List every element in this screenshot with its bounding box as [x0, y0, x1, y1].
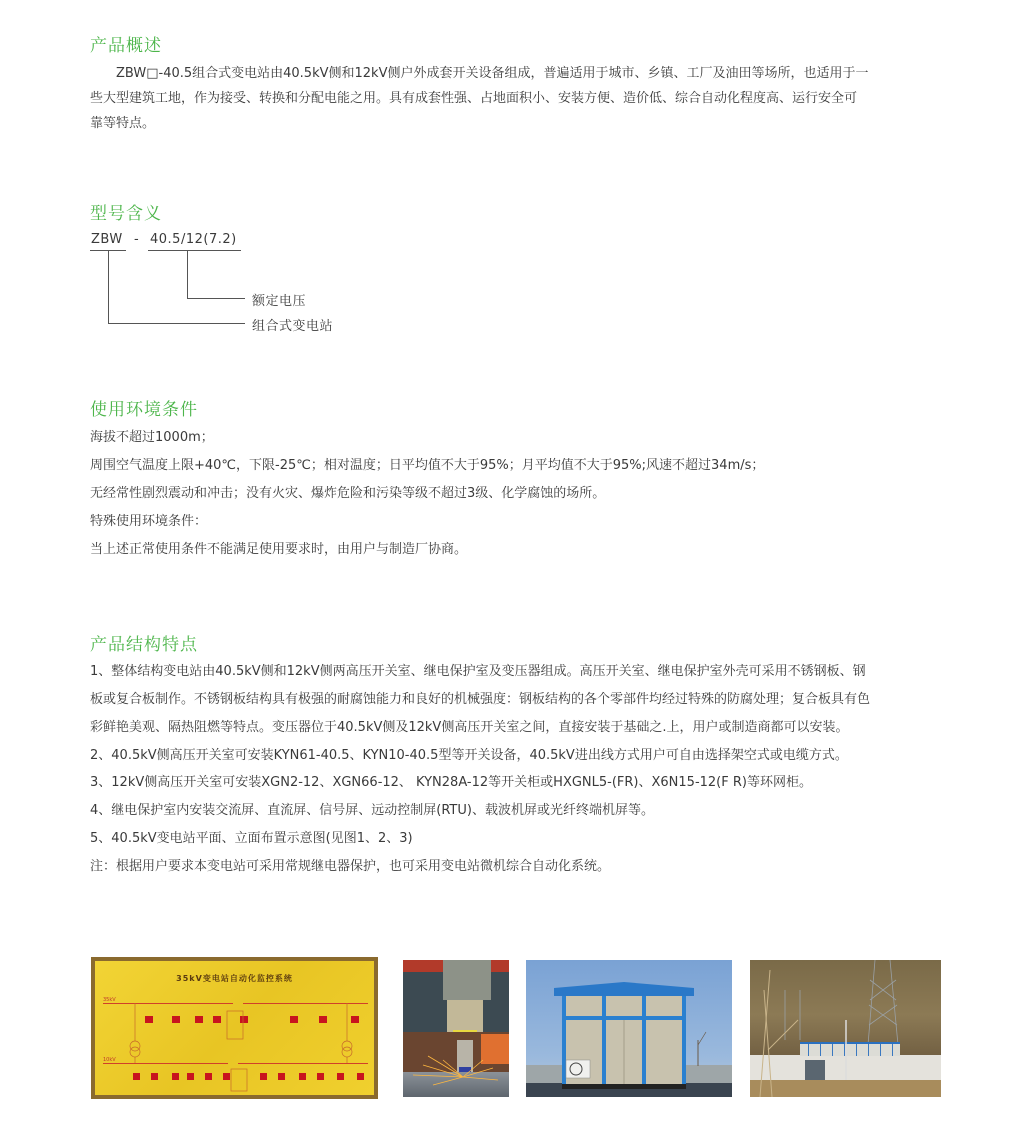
branch-type-vertical — [108, 250, 109, 323]
panel-bus-top-label: 35kV — [103, 997, 116, 1003]
env-line-3: 无经常性剧烈震动和冲击；没有火灾、爆炸危险和污染等级不超过3级、化学腐蚀的场所。 — [90, 486, 606, 501]
panel-title: 35kV变电站自动化监控系统 — [176, 974, 293, 983]
structure-line-3: 彩鲜艳美观、隔热阻燃等特点。变压器位于40.5kV侧及12kV侧高压开关室之间，直接安装于基础之.上，用户或制造商都可以安装。 — [90, 720, 849, 735]
section-title-structure: 产品结构特点 — [90, 635, 198, 655]
photo-substation-building — [526, 960, 732, 1097]
structure-line-7: 5、40.5kV变电站平面、立面布置示意图(见图1、2、3) — [90, 831, 413, 846]
label-combined-substation: 组合式变电站 — [252, 319, 334, 334]
section-title-environment: 使用环境条件 — [90, 400, 198, 420]
overview-line-2: 些大型建筑工地，作为接受、转换和分配电能之用。具有成套性强、占地面积小、安装方便、造价低、综合自动化程度高、运行安全可 — [90, 91, 858, 106]
branch-voltage-horizontal — [187, 298, 245, 299]
overview-line-3: 靠等特点。 — [90, 116, 156, 131]
structure-line-6: 4、继电保护室内安装交流屏、直流屏、信号屏、远动控制屏(RTU)、载波机屏或光纤终端机屏等。 — [90, 803, 654, 818]
overview-line-1: ZBW□-40.5组合式变电站由40.5kV侧和12kV侧户外成套开关设备组成，普遍适用于城市、乡镇、工厂及油田等场所，也适用于一 — [116, 66, 869, 81]
structure-line-4: 2、40.5kV侧高压开关室可安装KYN61-40.5、KYN10-40.5型等开关设备，40.5kV进出线方式用户可自由选择架空式或电缆方式。 — [90, 748, 848, 763]
label-rated-voltage: 额定电压 — [252, 294, 307, 309]
panel-bus-bottom-label: 10kV — [103, 1057, 116, 1063]
sparks — [403, 960, 509, 1097]
branch-voltage-vertical — [187, 250, 188, 298]
panel-schematic — [95, 961, 374, 1095]
structure-line-8: 注：根据用户要求本变电站可采用常规继电器保护，也可采用变电站微机综合自动化系统。 — [90, 859, 611, 874]
underline-voltage — [148, 250, 241, 251]
outdoor-scene — [750, 960, 941, 1097]
model-code-prefix: ZBW — [91, 232, 123, 247]
env-line-4: 特殊使用环境条件： — [90, 514, 208, 529]
branch-type-horizontal — [108, 323, 245, 324]
section-title-model: 型号含义 — [90, 204, 162, 224]
section-title-overview: 产品概述 — [90, 36, 162, 56]
building-drawing — [526, 960, 732, 1097]
structure-line-2: 板或复合板制作。不锈钢板结构具有极强的耐腐蚀能力和良好的机械强度：钢板结构的各个零部件均经过特殊的防腐处理；复合板具有色 — [90, 692, 871, 707]
env-line-5: 当上述正常使用条件不能满足使用要求时，由用户与制造厂协商。 — [90, 542, 468, 557]
model-code-separator: - — [134, 232, 140, 247]
structure-line-5: 3、12kV侧高压开关室可安装XGN2-12、XGN66-12、 KYN28A-12等开关柜或HXGNL5-(FR)、X6N15-12(F R)等环网柜。 — [90, 775, 812, 790]
env-line-1: 海拔不超过1000m； — [90, 430, 214, 445]
photo-laser-cutting — [403, 960, 509, 1097]
structure-line-1: 1、整体结构变电站由40.5kV侧和12kV侧两高压开关室、继电保护室及变压器组成。高压开关室、继电保护室外壳可采用不锈钢板、钢 — [90, 664, 866, 679]
photo-outdoor-substation — [750, 960, 941, 1097]
overview-paragraph — [90, 61, 945, 136]
model-code-voltage: 40.5/12(7.2) — [150, 232, 237, 247]
photo-control-panel — [91, 957, 378, 1099]
env-line-2: 周围空气温度上限+40℃，下限-25℃；相对温度；日平均值不大于95%；月平均值不大于95%;风速不超过34m/s； — [90, 458, 765, 473]
